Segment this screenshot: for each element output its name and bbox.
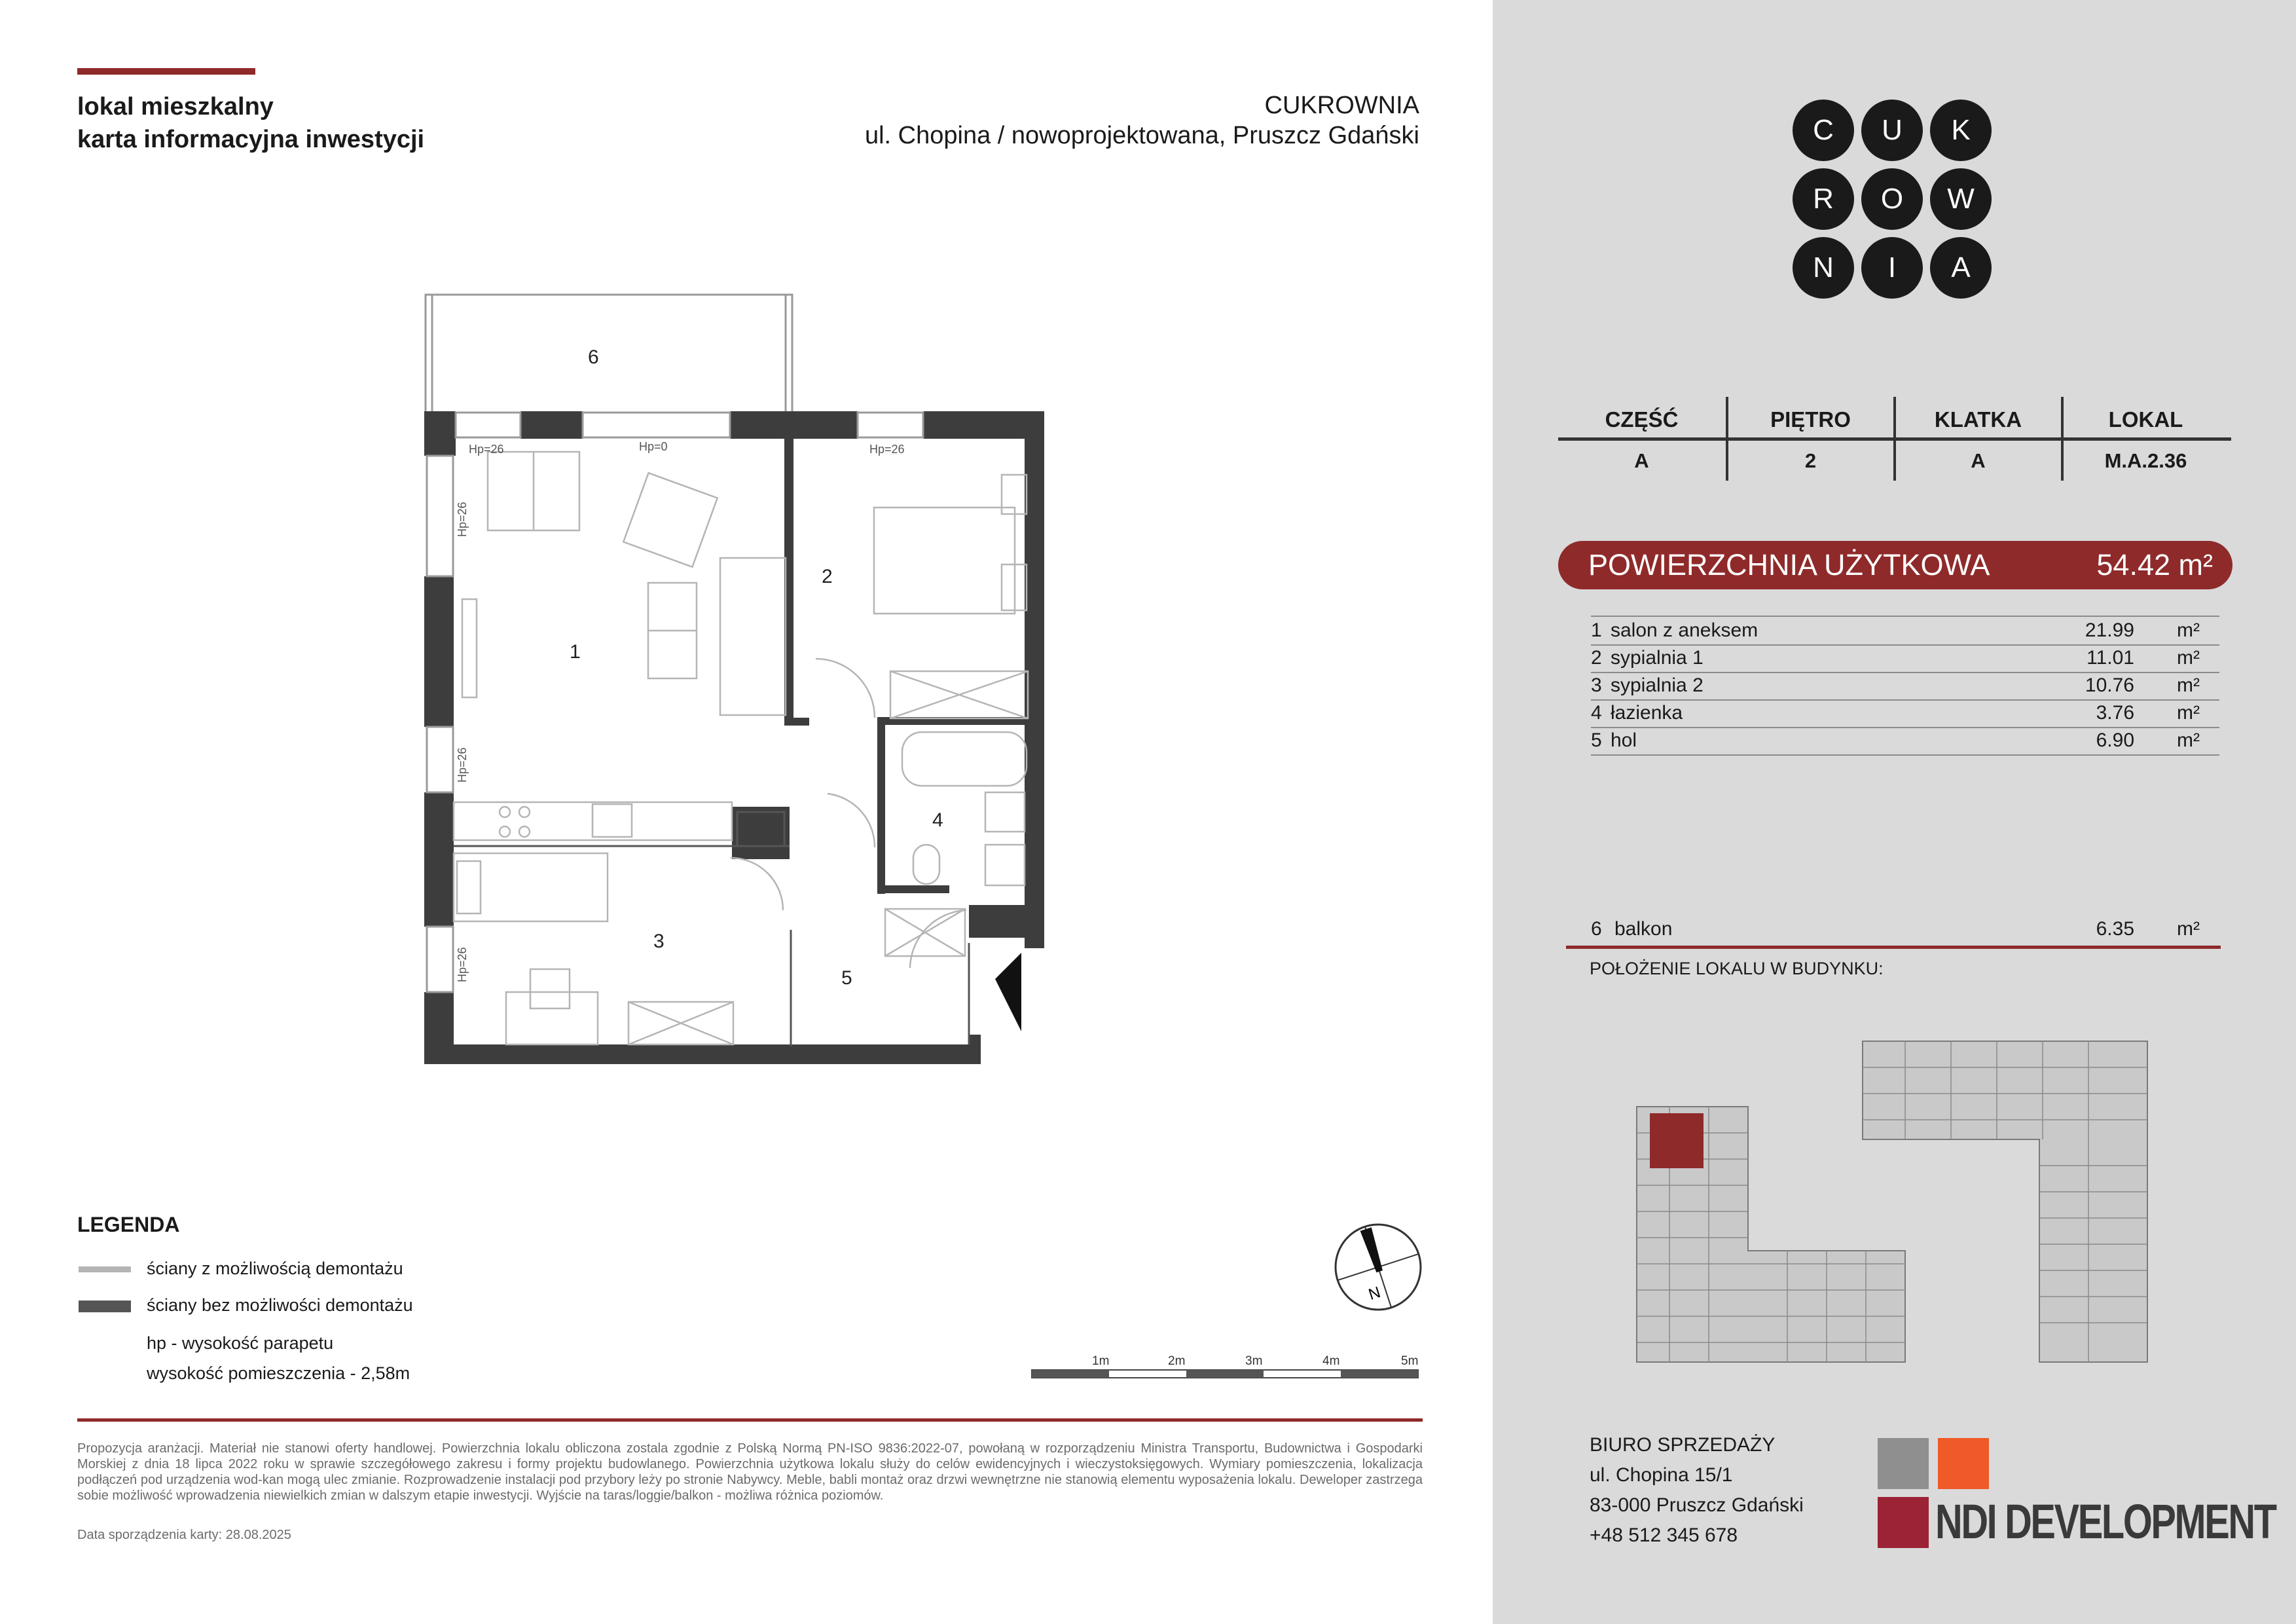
legend-item-demountable: ściany z możliwością demontażu [147, 1259, 403, 1278]
header-accent-bar [77, 68, 255, 75]
disclaimer-text: Propozycja aranżacji. Materiał nie stanowi oferty handlowej. Powierzchnia lokalu obliczona zostala zgodnie z Polską Normą PN-ISO 9836:2022-07, powołaną w rozporządzeniu Ministra Transportu, Budownictwa i Gospodarki Morskiej z dnia 18 lipca 2022 roku w sprawie szczegółowego zakresu i formy projektu budowlanego. Powierzchnia użytkowa lokalu służy do celów ewidencyjnych i wieczystoksięgowych. Wymiary pomieszczenia, lokalizacja podłączeń pod urządzenia wod-kan mogą ulec zmianie. Rozprowadzenie instalacji pod przybory leży po stronie Nabywcy. Meble, babli montaż oraz drzwi wewnętrzne nie stanowią elementu wyposażenia lokalu. Deweloper zastrzega sobie możliwość wprowadzenia niewielkich zmian w dalszym etapie inwestycji. Wyjście na taras/loggie/balkon - możliwa różnica poziomów. [77, 1441, 1423, 1503]
room-no: 1 [1591, 619, 1602, 641]
room-unit: m² [2177, 674, 2200, 696]
room-label-4: 4 [932, 809, 943, 831]
area-value: 54.42 m² [2096, 548, 2213, 581]
logo-letter: R [1793, 168, 1854, 230]
footer-divider [77, 1418, 1423, 1422]
room-area: 3.76 [2096, 702, 2134, 724]
scale-tick-label: 3m [1245, 1354, 1263, 1368]
scale-tick-label: 4m [1322, 1354, 1340, 1368]
floor-plan [393, 282, 1048, 1067]
scale-tick-label: 1m [1092, 1354, 1110, 1368]
sales-title: BIURO SPRZEDAŻY [1590, 1434, 1776, 1456]
legend-item-fixed: ściany bez możliwości demontażu [147, 1295, 413, 1315]
room-no: 2 [1591, 647, 1602, 669]
table-value: A [1971, 449, 1986, 472]
project-info [720, 90, 1419, 151]
table-value: A [1634, 449, 1649, 472]
title-line1: lokal mieszkalny [77, 93, 274, 120]
room-no: 4 [1591, 702, 1602, 724]
windows [427, 413, 923, 992]
parapet-label: Hp=26 [456, 502, 469, 537]
table-value: 2 [1804, 449, 1817, 472]
parapet-label: Hp=26 [469, 443, 504, 456]
room-unit: m² [2177, 647, 2200, 669]
legend-swatch-dark-wall [79, 1301, 131, 1312]
compass-north-label: N [1366, 1283, 1383, 1304]
balcony-name: balkon [1614, 918, 1673, 940]
ndi-development-logo [1878, 1438, 2276, 1549]
list-item [1591, 644, 2219, 673]
logo-block-red [1878, 1497, 1929, 1548]
project-name: CUKROWNIA [1264, 92, 1419, 119]
room-unit: m² [2177, 702, 2200, 724]
outer-walls [424, 411, 1044, 1064]
room-unit: m² [2177, 619, 2200, 641]
furniture [454, 452, 1028, 1044]
logo-letter: I [1861, 237, 1923, 299]
list-item [1591, 672, 2219, 701]
logo-letter: C [1793, 100, 1854, 161]
parapet-label: Hp=26 [456, 747, 469, 783]
balcony-unit: m² [2177, 918, 2200, 940]
balcony-no: 6 [1591, 918, 1602, 940]
developer-name: NDI DEVELOPMENT [1935, 1494, 2276, 1549]
title-line2: karta informacyjna inwestycji [77, 126, 425, 153]
list-item [1591, 699, 2219, 728]
sales-street: ul. Chopina 15/1 [1590, 1464, 1733, 1486]
sales-phone: +48 512 345 678 [1590, 1524, 1738, 1546]
legend-note-parapet: hp - wysokość parapetu [147, 1333, 334, 1353]
room-name: hol [1611, 729, 1637, 751]
parapet-label: Hp=26 [869, 443, 905, 456]
list-item [1591, 727, 2219, 756]
logo-letter: A [1930, 237, 1992, 299]
parapet-label: Hp=0 [639, 440, 668, 453]
logo-letter: N [1793, 237, 1854, 299]
logo-block-gray [1878, 1438, 1929, 1489]
logo-block-orange [1938, 1438, 1989, 1489]
building-location-map [1630, 1035, 2154, 1375]
scale-tick-label: 5m [1401, 1354, 1419, 1368]
room-label-3: 3 [653, 931, 665, 952]
sales-office [1590, 1430, 1804, 1551]
table-header: PIĘTRO [1770, 407, 1851, 432]
table-header: LOKAL [2108, 407, 2183, 432]
location-label: POŁOŻENIE LOKALU W BUDYNKU: [1590, 959, 1884, 978]
room-area: 11.01 [2086, 647, 2134, 669]
logo-letter: O [1861, 168, 1923, 230]
compass-needle-icon [1360, 1227, 1385, 1273]
parapet-labels [456, 440, 905, 982]
room-area: 21.99 [2085, 619, 2134, 641]
date-line: Data sporządzenia karty: 28.08.2025 [77, 1528, 291, 1542]
parapet-label: Hp=26 [456, 947, 469, 982]
balcony-divider [1566, 946, 2221, 949]
list-item [1591, 616, 2219, 646]
balcony-outline [426, 295, 792, 413]
room-label-2: 2 [822, 566, 833, 587]
area-label: POWIERZCHNIA UŻYTKOWA [1588, 548, 1990, 581]
room-name: sypialnia 2 [1611, 674, 1704, 696]
room-name: sypialnia 1 [1611, 647, 1704, 669]
project-address: ul. Chopina / nowoprojektowana, Pruszcz Gdański [864, 122, 1419, 149]
entrance-arrow-icon [995, 953, 1021, 1031]
room-name: łazienka [1611, 702, 1683, 724]
room-label-1: 1 [570, 641, 581, 663]
legend-note-height: wysokość pomieszczenia - 2,58m [147, 1363, 410, 1383]
room-no: 5 [1591, 729, 1602, 751]
area-banner [1558, 541, 2232, 589]
room-label-5: 5 [841, 967, 852, 989]
table-header: KLATKA [1934, 407, 2022, 432]
legend-title: LEGENDA [77, 1213, 180, 1236]
cukrownia-logo [1793, 100, 1995, 303]
room-name: salon z aneksem [1611, 619, 1758, 641]
logo-letter: U [1861, 100, 1923, 161]
room-no: 3 [1591, 674, 1602, 696]
unit-table [1558, 397, 2231, 481]
unit-location-marker [1650, 1113, 1704, 1168]
interior-walls [732, 437, 1028, 938]
room-unit: m² [2177, 729, 2200, 751]
scale-bar [1028, 1350, 1427, 1390]
balcony-area: 6.35 [2096, 918, 2134, 940]
room-area: 10.76 [2085, 674, 2134, 696]
balcony-row [1591, 915, 2219, 943]
room-area: 6.90 [2096, 729, 2134, 751]
scale-tick-label: 2m [1168, 1354, 1186, 1368]
sales-city: 83-000 Pruszcz Gdański [1590, 1494, 1804, 1516]
compass [1329, 1218, 1427, 1316]
legend-swatch-light-wall [79, 1266, 131, 1272]
logo-letter: W [1930, 168, 1992, 230]
document-title [77, 90, 424, 156]
table-value: M.A.2.36 [2104, 449, 2187, 472]
logo-letter: K [1930, 100, 1992, 161]
room-label-6: 6 [588, 346, 599, 368]
table-header: CZĘŚĆ [1605, 407, 1679, 432]
